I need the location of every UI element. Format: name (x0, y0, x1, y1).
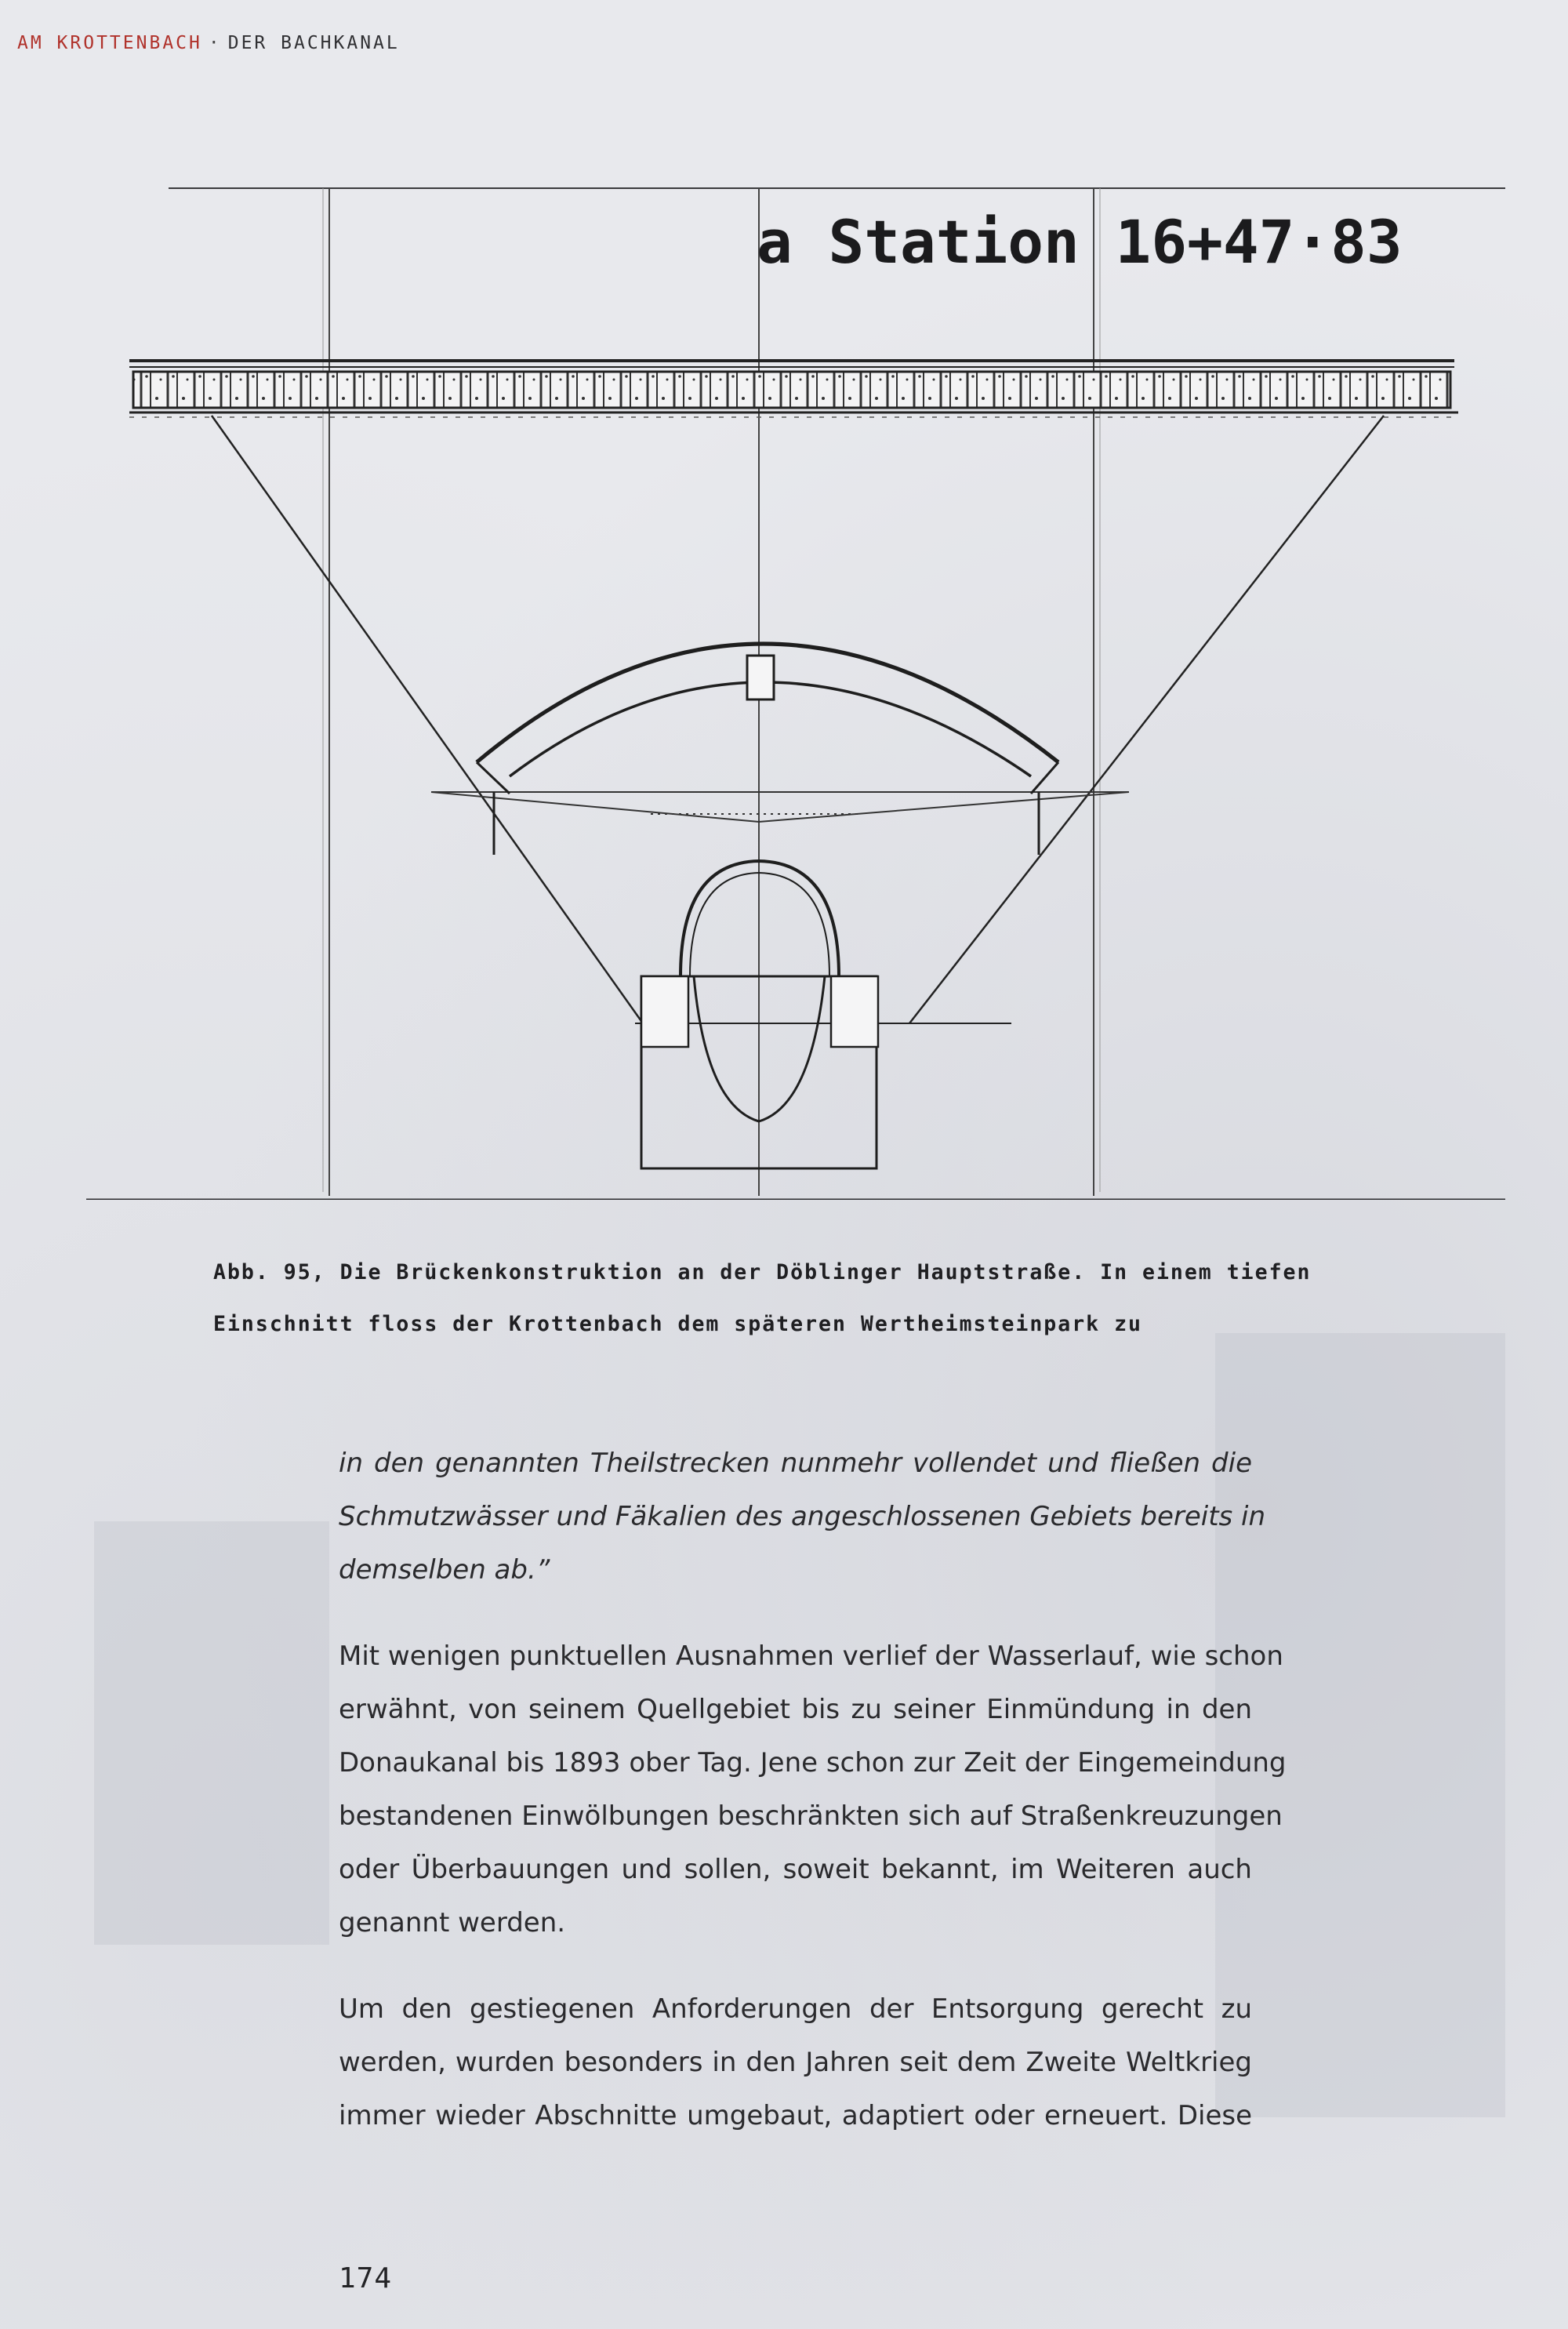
bridge-construction-drawing (86, 180, 1505, 1200)
text-line: immer wieder Abschnitte umgebaut, adaptiert oder erneuert. Diese (339, 2100, 1252, 2131)
figure-caption (213, 1247, 1311, 1350)
text-line: Donaukanal bis 1893 ober Tag. Jene schon zur Zeit der Eingemeindung (339, 1747, 1287, 1779)
text-line: bestandenen Einwölbungen beschränkten sich auf Straßenkreuzungen (339, 1800, 1283, 1832)
page-number: 174 (339, 2262, 393, 2294)
running-head-separator: · (208, 33, 222, 53)
text-line: genannt werden. (339, 1907, 566, 1938)
paragraph-wasserlauf (339, 1630, 1287, 1949)
paragraph-entsorgung (339, 1982, 1252, 2142)
bleed-through-shade (1215, 1333, 1505, 2117)
text-line: werden, wurden besonders in den Jahren seit dem Zweite Weltkrieg (339, 2047, 1252, 2078)
caption-line: Abb. 95, Die Brückenkonstruktion an der Döblinger Hauptstraße. In einem tiefen (213, 1260, 1312, 1284)
text-line: Schmutzwässer und Fäkalien des angeschlossenen Gebiets bereits in (339, 1501, 1266, 1532)
text-line: oder Überbauungen und sollen, soweit bekannt, im Weiteren auch (339, 1854, 1252, 1885)
running-head (17, 33, 400, 53)
text-line: Um den gestiegenen Anforderungen der Entsorgung gerecht zu (339, 1993, 1252, 2025)
running-head-chapter: AM KROTTENBACH (17, 33, 202, 53)
text-line: in den genannten Theilstrecken nunmehr vollendet und fließen die (339, 1448, 1252, 1479)
body-text (339, 1437, 1287, 2175)
text-line: demselben ab.” (339, 1554, 550, 1586)
caption-line: Einschnitt floss der Krottenbach dem späteren Wertheimsteinpark zu (213, 1312, 1142, 1336)
quote-paragraph (339, 1437, 1266, 1597)
text-line: Mit wenigen punktuellen Ausnahmen verlief der Wasserlauf, wie schon (339, 1640, 1283, 1672)
bleed-through-shade (94, 1521, 329, 1945)
station-label: a Station 16+47·83 (757, 207, 1403, 277)
text-line: erwähnt, von seinem Quellgebiet bis zu seiner Einmündung in den (339, 1694, 1252, 1725)
running-head-section: DER BACHKANAL (227, 33, 400, 53)
technical-drawing-svg (86, 180, 1505, 1200)
